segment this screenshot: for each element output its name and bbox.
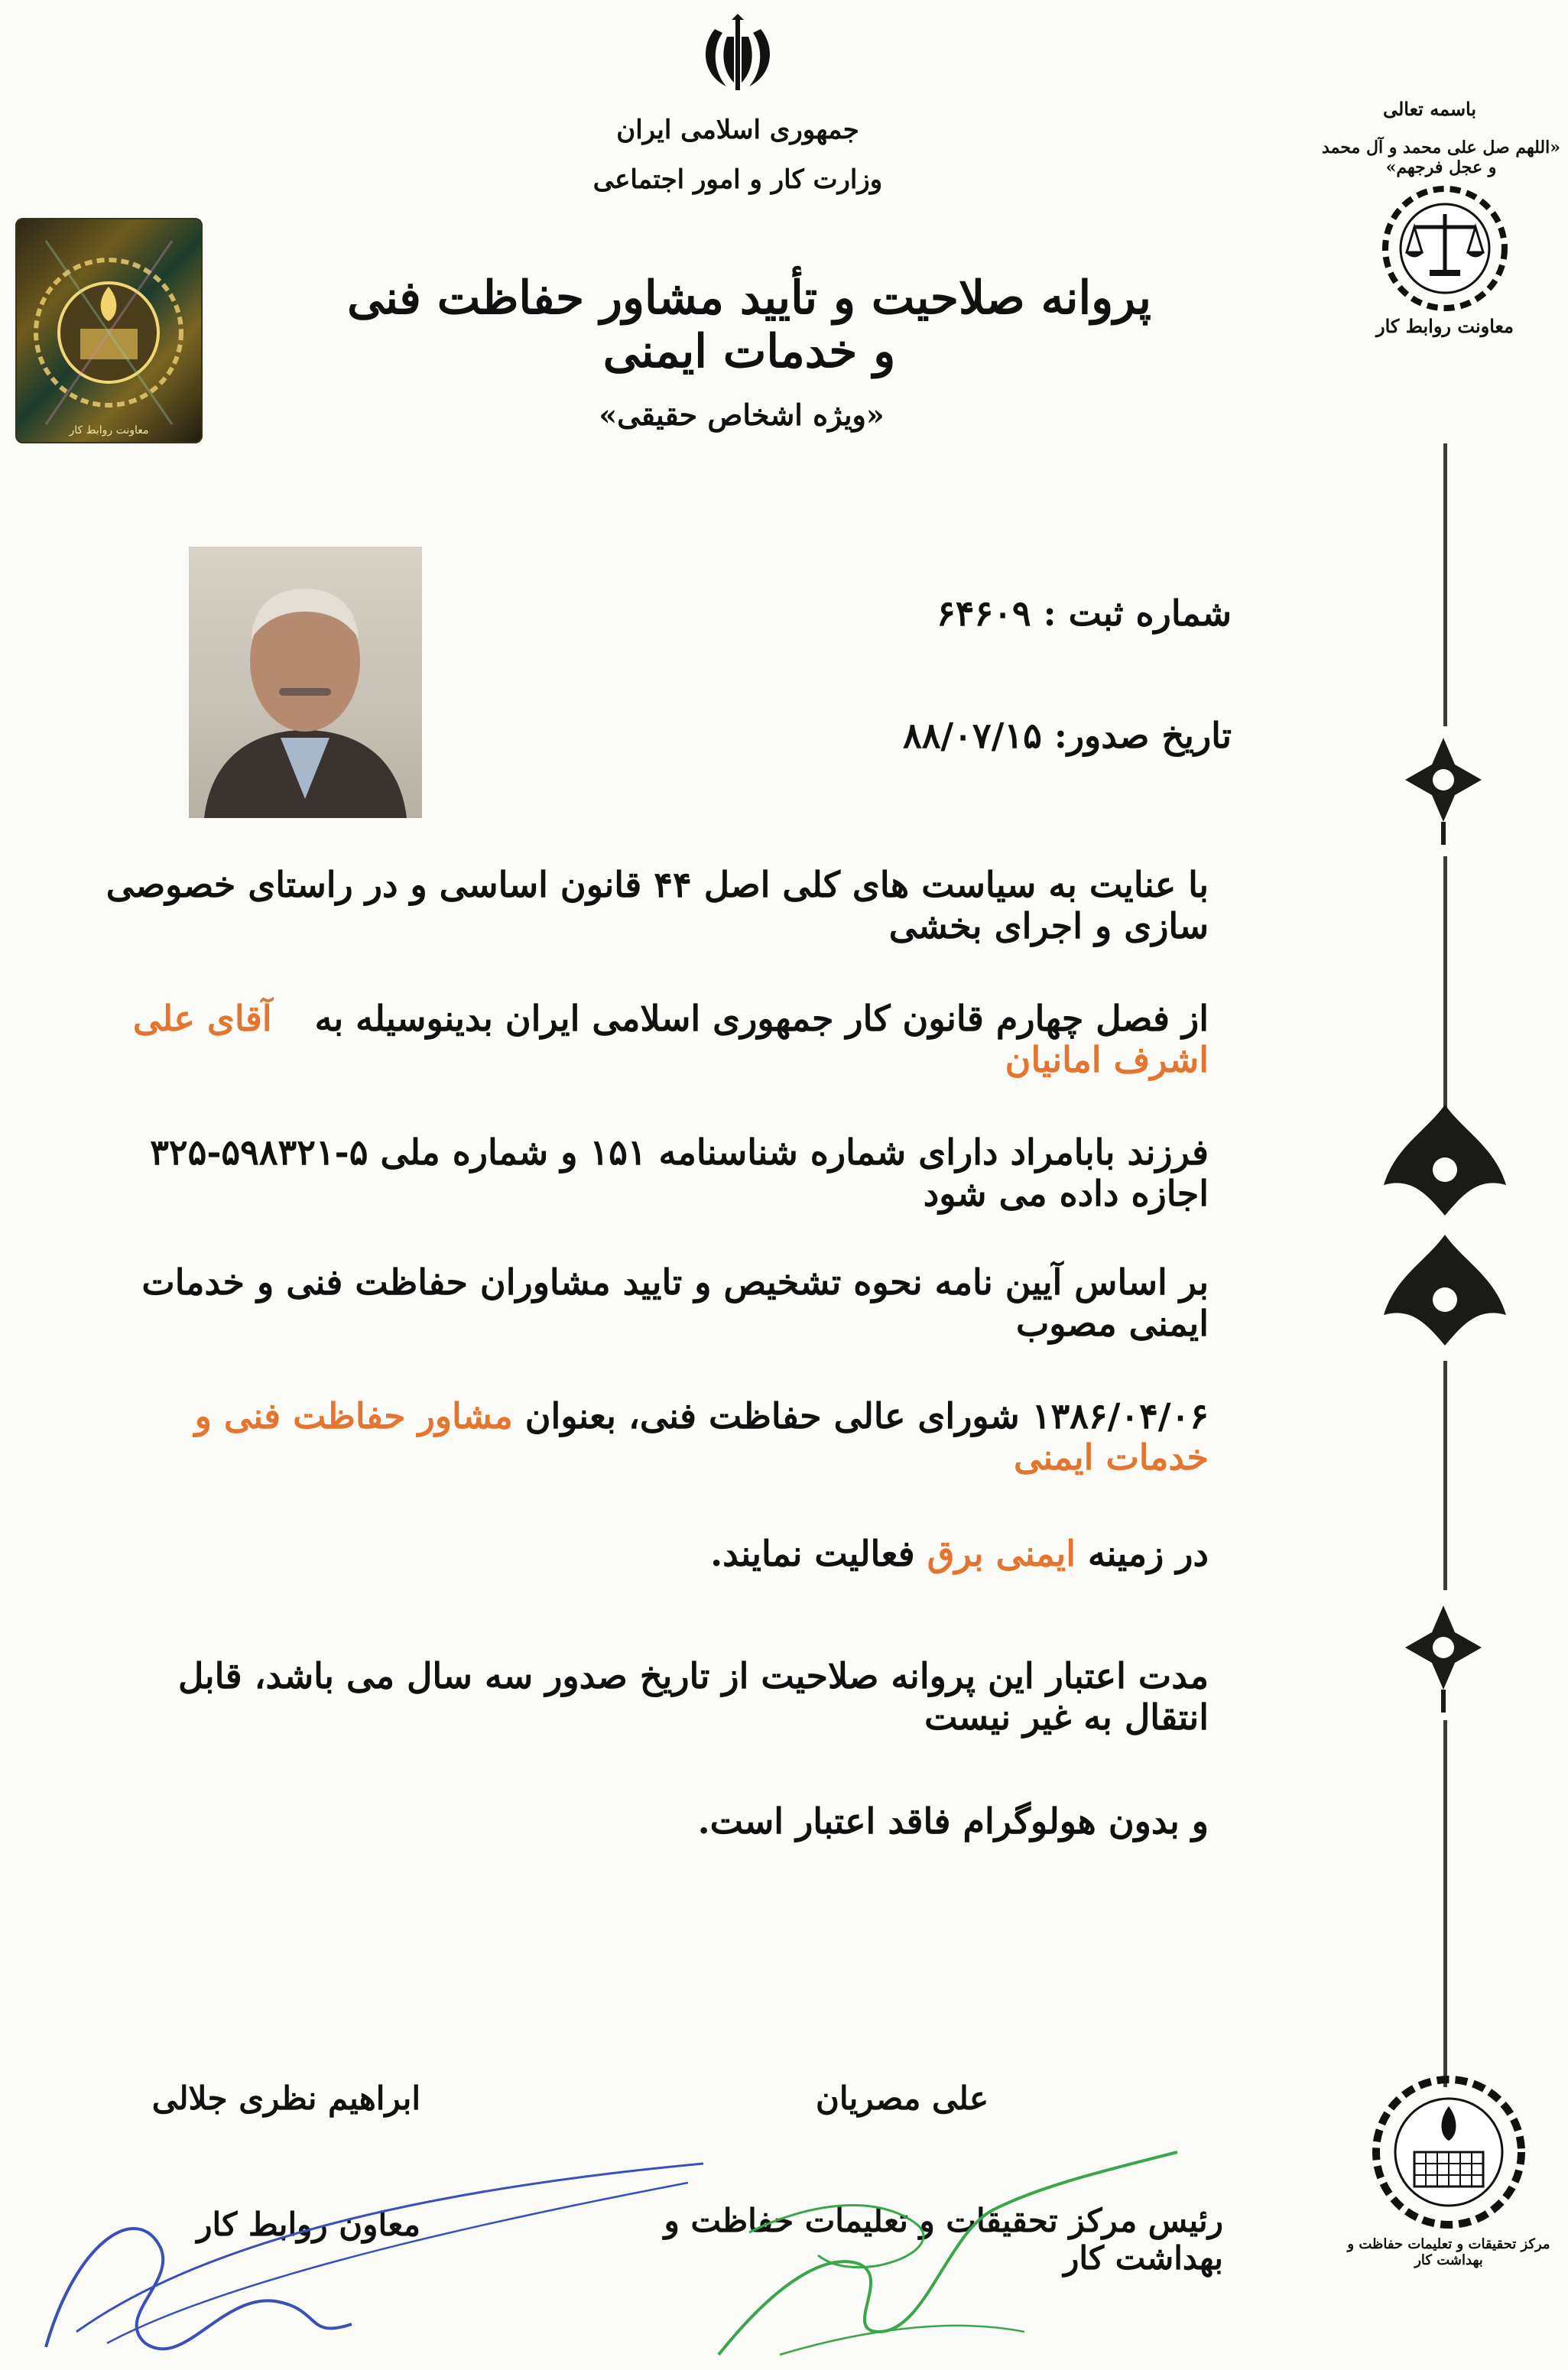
holder-photo	[189, 547, 422, 818]
body-line-1: با عنایت به سیاست های کلی اصل ۴۴ قانون اساسی و در راستای خصوصی سازی و اجرای بخشی	[106, 864, 1209, 946]
green-signature-icon	[627, 2141, 1223, 2367]
decorative-rail-middle	[1443, 856, 1447, 1109]
body-line-3: فرزند بابامراد دارای شماره شناسنامه ۱۵۱ و شماره ملی ۵-۵۹۸۳۲۱-۳۲۵ اجازه داده می شود	[150, 1131, 1209, 1214]
country-name: جمهوری اسلامی ایران	[616, 115, 859, 145]
ministry-name: وزارت کار و امور اجتماعی	[592, 164, 883, 195]
left-signatory-title: معاون روابط کار	[196, 2206, 420, 2243]
body-line-2-text: از فصل چهارم قانون کار جمهوری اسلامی ایران بدینوسیله به	[314, 998, 1209, 1039]
decorative-rail-bottom	[1443, 1720, 1447, 2087]
ornament-middle-icon	[1380, 1101, 1510, 1353]
blue-signature-icon	[31, 2148, 719, 2367]
body-line-7: مدت اعتبار این پروانه صلاحیت از تاریخ صدور سه سال می باشد، قابل انتقال به غیر نیست	[177, 1655, 1209, 1738]
issue-date-label: تاریخ صدور:	[1053, 715, 1232, 756]
body-line-4: بر اساس آیین نامه نحوه تشخیص و تایید مشاوران حفاظت فنی و خدمات ایمنی مصوب	[141, 1261, 1209, 1344]
ornament-top-icon	[1398, 734, 1489, 849]
hologram-caption: معاونت روابط کار	[69, 424, 149, 437]
research-center-logo-icon	[1368, 2072, 1529, 2232]
page-title: پروانه صلاحیت و تأیید مشاور حفاظت فنی و خدمات ایمنی	[347, 271, 1151, 378]
labor-relations-caption: معاونت روابط کار	[1376, 315, 1514, 337]
basmeh-heading: باسمه تعالی	[1382, 98, 1477, 120]
decorative-rail-lower	[1443, 1361, 1447, 1590]
body-line-5	[100, 1395, 1209, 1478]
issue-date: ۸۸/۰۷/۱۵	[902, 715, 1042, 756]
registration-label: شماره ثبت :	[1043, 592, 1232, 634]
body-line-6-prefix: در زمینه	[1088, 1533, 1209, 1574]
left-signatory-name: ابراهیم نظری جلالی	[151, 2079, 420, 2117]
body-line-8: و بدون هولوگرام فاقد اعتبار است.	[697, 1800, 1209, 1842]
prayer-line: «اللهم صل علی محمد و آل محمد و عجل فرجهم»	[1322, 138, 1560, 177]
body-line-6-suffix: فعالیت نمایند.	[710, 1533, 915, 1574]
body-line-5-text: ۱۳۸۶/۰۴/۰۶ شورای عالی حفاظت فنی، بعنوان	[524, 1395, 1209, 1437]
holder-name: آقای علی اشرف امانیان	[132, 998, 1209, 1080]
issue-date-row	[696, 715, 1232, 756]
iran-emblem-icon	[692, 14, 784, 98]
center-signatory-name: علی مصریان	[815, 2079, 989, 2117]
center-signatory-title: رئیس مرکز تحقیقات و تعلیمات حفاظت و بهداشت کار	[664, 2202, 1223, 2277]
body-line-6	[100, 1533, 1209, 1574]
research-center-logo-caption: مرکز تحقیقات و تعلیمات حفاظت و بهداشت کار	[1347, 2236, 1550, 2268]
decorative-rail-top	[1443, 443, 1447, 726]
body-line-2	[100, 998, 1209, 1080]
ornament-lower-icon	[1398, 1602, 1489, 1716]
registration-row	[696, 592, 1232, 634]
labor-relations-logo-icon	[1368, 180, 1521, 317]
activity-field: ایمنی برق	[927, 1533, 1076, 1574]
page-subtitle: «ویژه اشخاص حقیقی»	[599, 398, 885, 432]
registration-number: ۶۴۶۰۹	[937, 592, 1031, 634]
consultant-role: مشاور حفاظت فنی و خدمات ایمنی	[194, 1395, 1209, 1478]
hologram-seal	[15, 218, 203, 443]
